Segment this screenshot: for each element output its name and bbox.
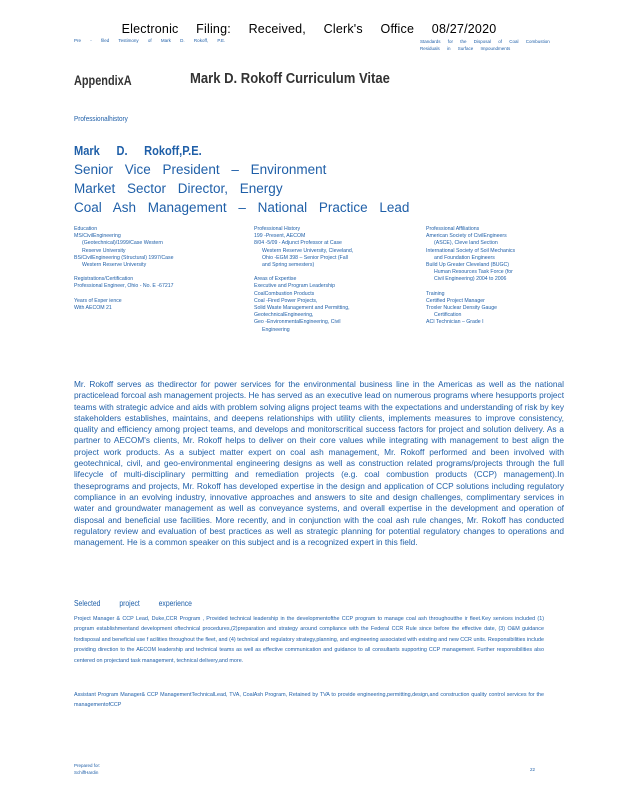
expertise-heading: Areas of Expertise — [254, 276, 297, 283]
history-item: 8/04 -5/09 - Adjunct Professor at Case — [254, 240, 342, 247]
training-item: Troxler Nuclear Density Gauge — [426, 305, 498, 312]
affiliations-column — [426, 226, 546, 327]
history-item: Western Reserve University, Cleveland, — [262, 247, 354, 254]
training-item: ACI Technician – Grade I — [426, 319, 484, 326]
expertise-item: Executive and Program Leadership — [254, 283, 336, 290]
filing-stamp: Electronic Filing: Received, Clerk's Office 08/27/2020 — [121, 22, 497, 36]
appendix-label: AppendixA — [74, 72, 132, 88]
biography-paragraph: Mr. Rokoff serves as thedirector for power services for the environmental business line in the Americas as well as the national practicelead forcoal ash management projects. He has served as an executive lead on numerous programs where hesupports project teams with strategic advice and aids with problem solving aligns project teams with the expectations and understanding of risk by key stakeholders establishes, maintains, and deepens relationships with utility clients, implements measures to improve consistency, quality and efficiency among project teams, and develops and monitorscritical success factors for project and solution delivery. As a partner to AECOM's clients, Mr. Rokoff helps to deliver on their core values while integrating with management to best align the project work products. As a subject matter expert on coal ash management, Mr. Rokoff performed and been involved with geotechnical, civil, and geo-environmental engineering designs as well as construction related programs/projects through the full lifecycle of multi-disciplinary permitting and remediation projects (e.g. coal combustion products (CCP) management).In theseprograms and projects, Mr. Rokoff has developed expertise in the design and application of CCP solutions including regulatory compliance in an evolving industry, innovative approaches and answers to site and design challenges, complimentary services in water and groundwater management as well as conveyance systems, and overall expertise in the development and operation of disposal and beneficial use facilities. More recently, and in conjunction with the coal ash rule changes, Mr. Rokoff has conducted regulatory review and evaluation of best practices as well as strategic planning for potential regulatory changes to operations and management. He is a common speaker on this subject and is a recognized expert in this field. — [74, 379, 564, 548]
education-item: MS/CivilEngineering — [74, 233, 121, 240]
education-item: Reserve University — [82, 247, 126, 254]
education-column — [74, 226, 234, 312]
history-item: and Spring semesters) — [262, 262, 315, 269]
history-item: 199 -Present, AECOM — [254, 233, 306, 240]
education-item: Western Reserve University — [82, 262, 147, 269]
affiliation-item: International Society of Soil Mechanics — [426, 247, 516, 254]
footer-client: SchiffHardin — [74, 770, 99, 775]
history-item: Ohio -EGM 398 – Senior Project (Fall — [262, 254, 348, 261]
header-left-note: Pre - filed Testimony of Mark D. Rokoff, P.E. — [74, 38, 226, 43]
person-role-line: Senior Vice President – Environment — [74, 162, 327, 177]
affiliation-item: American Society of CivilEngineers — [426, 233, 507, 240]
affiliation-item: and Foundation Engineers — [434, 254, 495, 261]
person-name: Mark D. Rokoff,P.E. — [74, 143, 202, 158]
person-role-line: Market Sector Director, Energy — [74, 181, 283, 196]
registration-item: Professional Engineer, Ohio - No. E -67217 — [74, 283, 174, 290]
years-experience-value: With AECOM 21 — [74, 304, 112, 311]
expertise-item: GeotechnicalEngineering, — [254, 312, 314, 319]
affiliations-heading: Professional Affiliations — [426, 226, 480, 232]
expertise-item: Geo -EnvironmentalEngineering, Civil — [254, 319, 341, 326]
training-item: Certification — [434, 312, 462, 319]
history-column — [254, 226, 404, 334]
header-right-note: Standards for the Disposal of Coal Combustion Residuals in Surface Impoundments — [420, 39, 550, 51]
project-entry: Assistant Program Manager& CCP ManagementTechnicalLead, TVA, CoalAsh Program, Retained by TVA to provide engineering,permitting,design,and construction quality control services for the managementofCCP — [74, 692, 544, 709]
training-item: Certified Project Manager — [426, 297, 485, 304]
expertise-item: Coal -Fired Power Projects, — [254, 297, 318, 304]
person-role-line: Coal Ash Management – National Practice Lead — [74, 200, 410, 215]
footer-prepared-label: Prepared for: — [74, 763, 101, 768]
education-item: BS/CivilEngineering (Structural) 1997/Case — [74, 254, 174, 261]
years-experience-label: Years of Exper ience — [74, 297, 122, 304]
affiliation-item: Build Up Greater Cleveland (BUGC) — [426, 262, 510, 269]
expertise-item: CoalCombustion Products — [254, 290, 315, 297]
page-number: 22 — [530, 767, 536, 772]
section-professional-history: Professionalhistory — [74, 114, 128, 123]
training-heading: Training — [426, 290, 445, 297]
footer-prepared-for — [74, 762, 100, 776]
education-item: (Geotechnical)/1999/Case Western — [82, 240, 163, 247]
registrations-heading: Registrations/Certification — [74, 276, 134, 283]
education-heading: Education — [74, 226, 98, 232]
history-heading: Professional History — [254, 226, 301, 232]
selected-experience-heading: Selected project experience — [74, 599, 192, 608]
affiliation-item: Human Resources Task Force (for — [434, 269, 513, 276]
document-title: Mark D. Rokoff Curriculum Vitae — [190, 71, 390, 87]
expertise-item: Engineering — [262, 326, 290, 333]
expertise-item: Solid Waste Management and Permitting, — [254, 305, 350, 312]
project-entry: Project Manager & CCP Lead, Duke,CCR Program , Provided technical leadership in the developmentofthe CCP program to manage coal ash throughoutthe ir fleet.Key services included (1) program establishmentand development oftechnical procedures,(2)preparation and strategy around compliance with the Federal CCR Rule since before the effective date, (3) O&M guidance fordisposal and beneficial use f acilities throughout the fleet, and (4) technical and regulatory strategy,planning, and engineering associated with existing and new CCR units. Responsibilities include providing direction to the AECOM leadership and technical teams as well as effective communication and guidance to all consultants supporting CCP management. Further responsibilities also centered on projectand task management, technical delivery,and more. — [74, 616, 544, 664]
affiliation-item: (ASCE), Cleve land Section — [434, 240, 498, 247]
affiliation-item: Civil Engineering) 2004 to 2006 — [434, 276, 507, 283]
